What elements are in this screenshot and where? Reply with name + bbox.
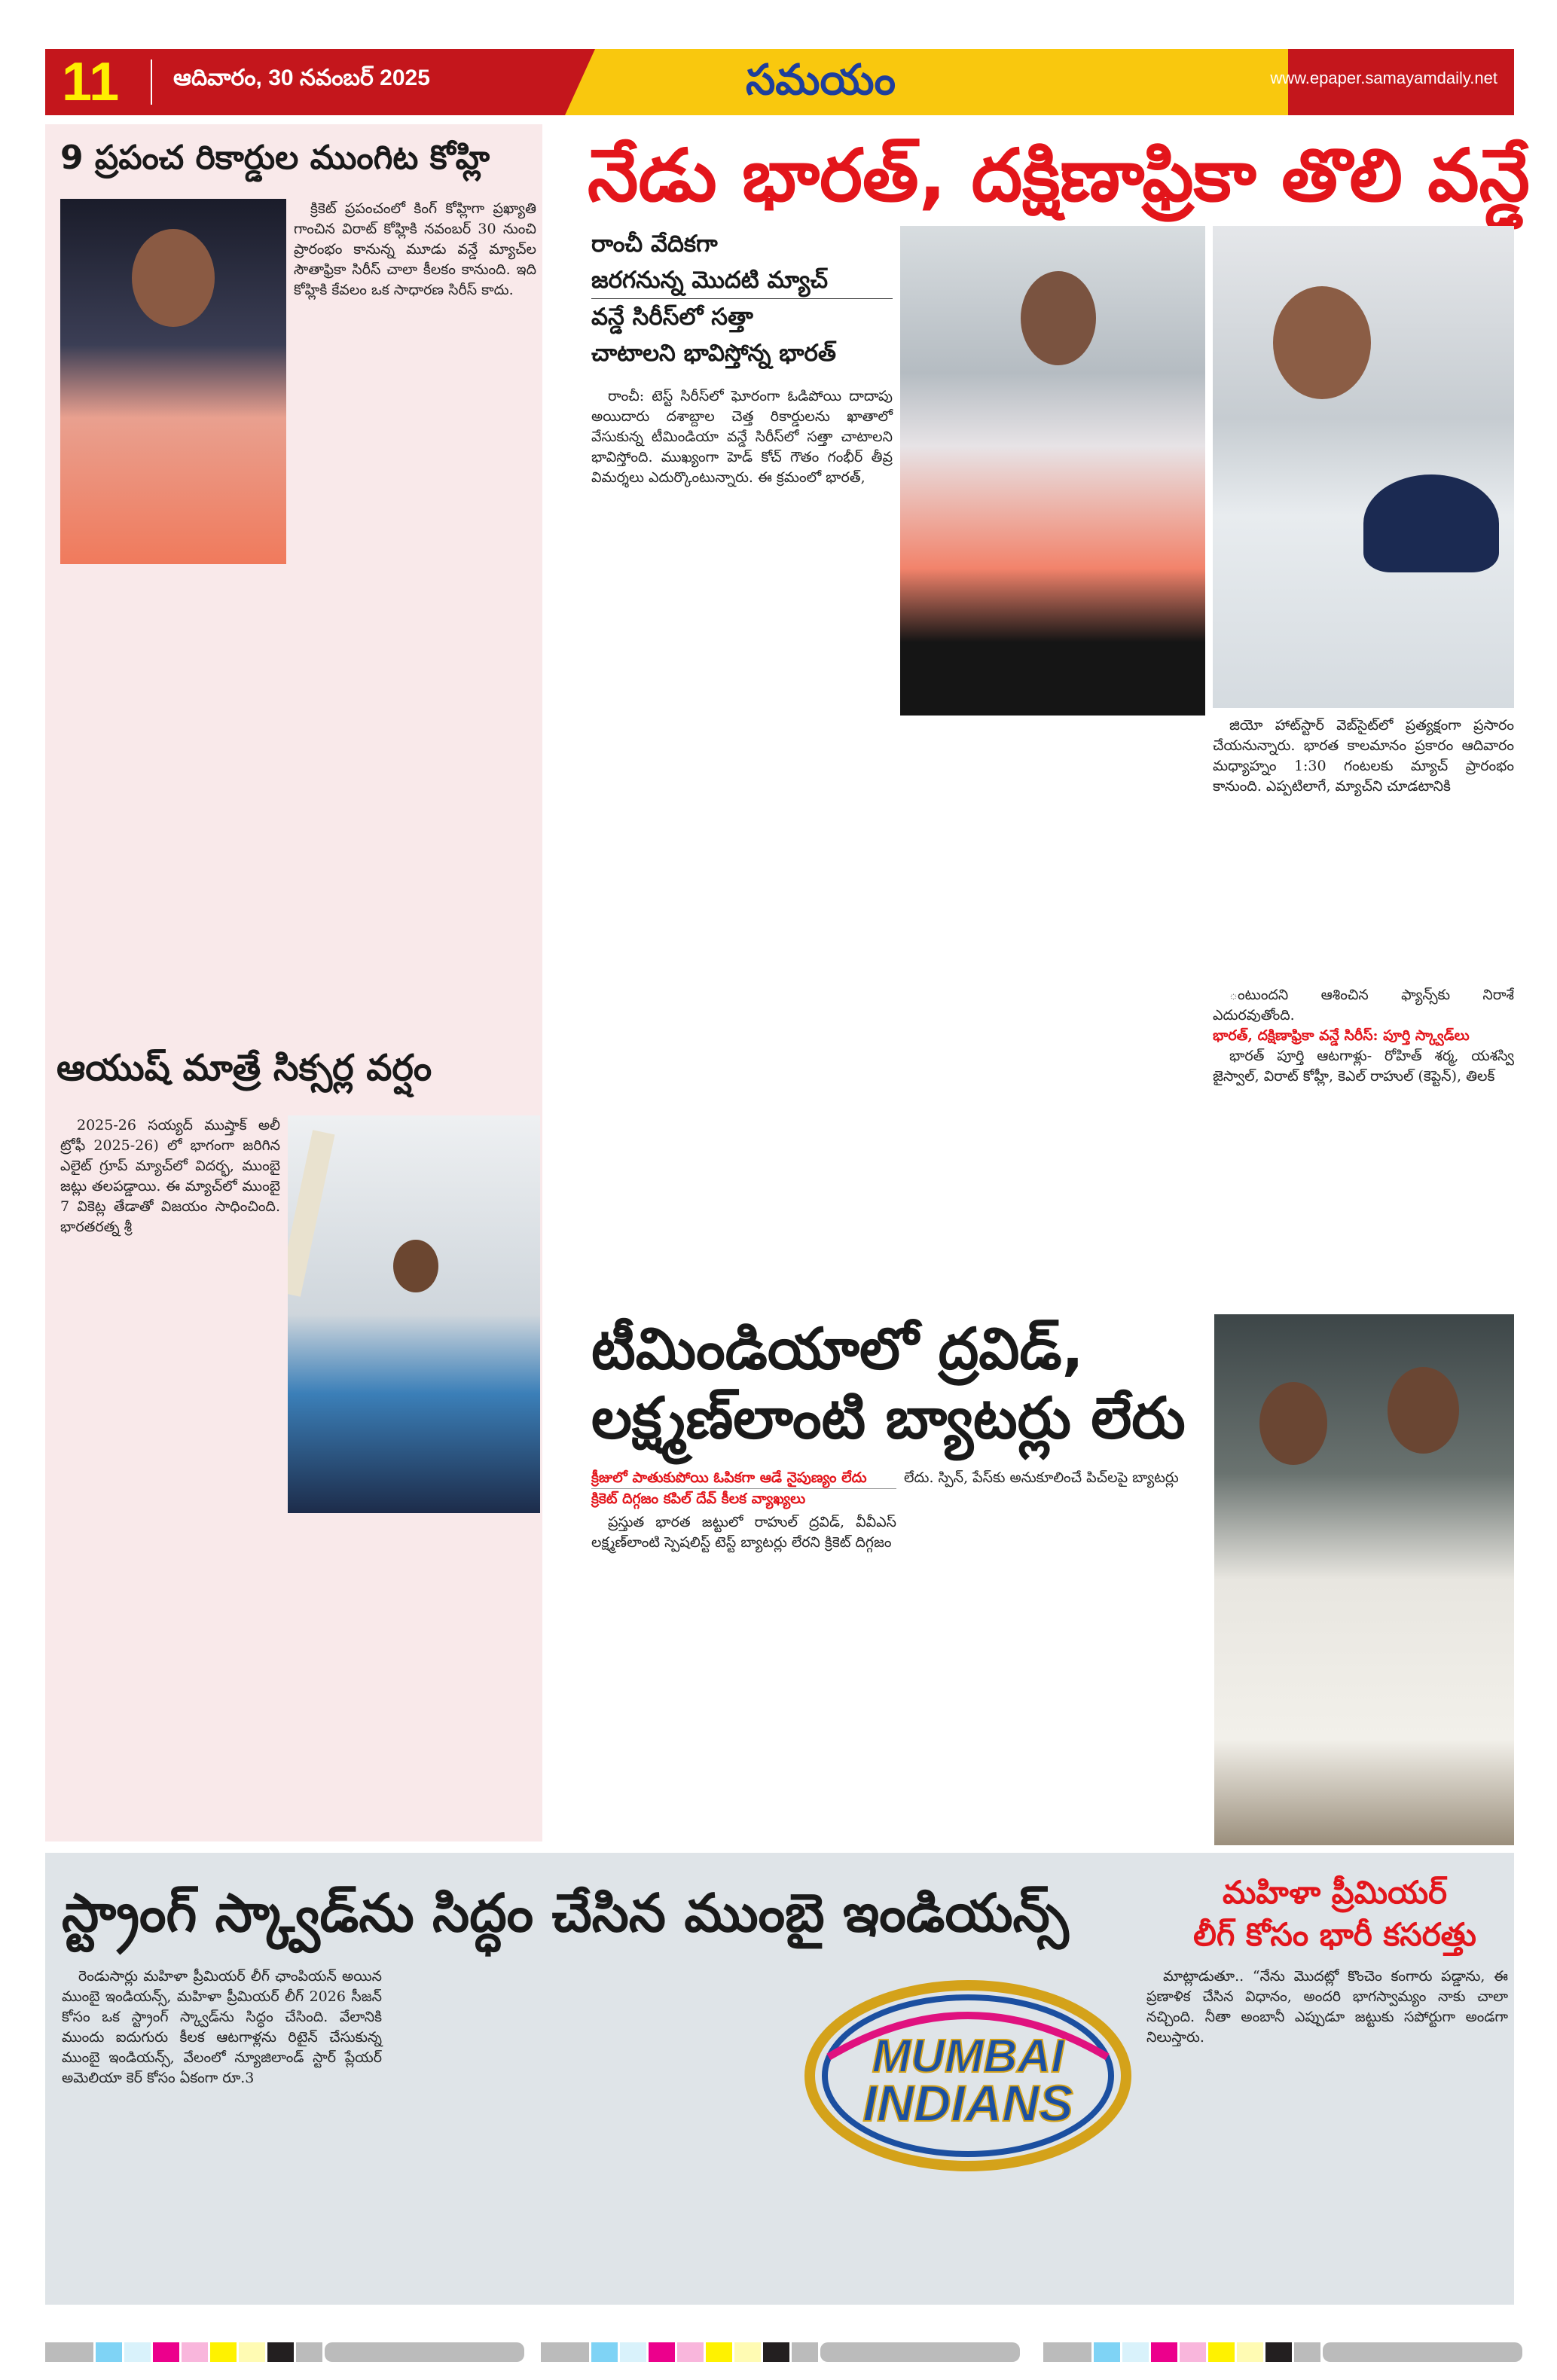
dravid-headline [591, 1314, 1205, 1453]
masthead-bar [45, 49, 1514, 115]
color-bar-swatch [677, 2342, 704, 2362]
lead-subhead [591, 226, 893, 371]
color-bar-swatch [1122, 2342, 1149, 2362]
color-bar-swatch [45, 2342, 93, 2362]
color-bar-swatch [706, 2342, 732, 2362]
subhead-line: మహిళా ప్రీమియర్ [1222, 1874, 1448, 1911]
color-bar-swatch [763, 2342, 789, 2362]
color-bar-swatch [296, 2342, 322, 2362]
newspaper-logo: సమయం [746, 56, 896, 103]
lead-headline: నేడు భారత్, దక్షిణాఫ్రికా తొలి వన్డే [588, 133, 1530, 218]
color-bar-swatch [182, 2342, 208, 2362]
ayush-article-body: 2025-26 సయ్యద్ ముష్తాక్ అలీ ట్రోఫీ 2025-26) లో భాగంగా జరిగిన ఎలైట్ గ్రూప్ మ్యాచ్‌లో విదర్భ, ముంబై జట్లు తలపడ్డాయి. ఈ మ్యాచ్‌లో ముంబై 7 వికెట్ల తేడాతో విజయం సాధించింది. భారతరత్న శ్రీ [60, 1117, 280, 1235]
mi-article [62, 1872, 1508, 2185]
squads-heading: భారత్, దక్షిణాఫ్రికా వన్డే సిరీస్: పూర్తి స్క్వాడ్‌లు [1213, 1027, 1470, 1044]
color-bar-swatch [210, 2342, 237, 2362]
color-bar-swatch [1180, 2342, 1206, 2362]
masthead-yellow-band [565, 49, 1288, 115]
color-bar-swatch [649, 2342, 675, 2362]
issue-date: ఆదివారం, 30 నవంబర్ 2025 [173, 66, 430, 90]
color-bar-swatch [1237, 2342, 1263, 2362]
color-bar-swatch [1208, 2342, 1235, 2362]
mi-headline: స్ట్రాంగ్ స్క్వాడ్‌ను సిద్ధం చేసిన ముంబై ఇండియన్స్ [62, 1882, 1069, 1944]
color-bar-swatch [267, 2342, 294, 2362]
epaper-url[interactable]: www.epaper.samayamdaily.net [1270, 69, 1497, 87]
dravid-article [591, 1314, 1205, 1553]
color-bar-swatch [1151, 2342, 1177, 2362]
ayush-headline: ఆయుష్ మాత్రే సిక్సర్ల వర్షం [56, 1047, 432, 1089]
subhead-line: జరగనున్న మొదటి మ్యాచ్ [591, 262, 893, 299]
lead-article [588, 127, 1530, 1087]
color-bar-swatch [734, 2342, 761, 2362]
logo-text: INDIANS [862, 2075, 1073, 2132]
dravid-article-body: ప్రస్తుత భారత జట్టులో రాహుల్ ద్రవిడ్, వీవీఎస్ లక్ష్మణ్‌లాంటి స్పెషలిస్ట్ టెస్ట్ బ్యాటర్లు లేరని క్రికెట్ దిగ్గజం [591, 1514, 896, 1551]
dravid-laxman-photo [1214, 1314, 1514, 1845]
kohli-article-body: క్రికెట్ ప్రపంచంలో కింగ్ కోహ్లిగా ప్రఖ్యాతి గాంచిన విరాట్ కోహ్లికి నవంబర్ 30 నుంచి ప్రారంభం కానున్న మూడు వన్డే మ్యాచ్‌ల సౌతాఫ్రికా సిరీస్ చాలా కీలకం కానుంది. ఇది కోహ్లికి కేవలం ఒక సాధారణ సిరీస్ కాదు. [294, 200, 536, 298]
mumbai-indians-logo-icon [798, 1967, 1137, 2185]
subhead-line: క్రికెట్ దిగ్గజం కపిల్ దేవ్ కీలక వ్యాఖ్యలు [591, 1491, 806, 1507]
kohli-photo [60, 199, 286, 564]
color-bar-swatch [1265, 2342, 1292, 2362]
mi-subhead [1162, 1872, 1508, 1956]
color-bar-swatch [541, 2342, 589, 2362]
divider [151, 60, 152, 105]
kohli-headline: 9 ప్రపంచ రికార్డుల ముంగిట కోహ్లి [60, 139, 490, 177]
dravid-subhead [591, 1468, 896, 1509]
subhead-line: క్రీజులో పాతుకుపోయి ఓపికగా ఆడే నైపుణ్యం లేదు [591, 1468, 896, 1489]
color-bar-swatch [124, 2342, 151, 2362]
color-bar-swatch [153, 2342, 179, 2362]
color-bar-swatch [1294, 2342, 1320, 2362]
color-bar-swatch [1043, 2342, 1091, 2362]
kl-rahul-photo [900, 226, 1205, 716]
lead-article-body: రాంచీ: టెస్ట్ సిరీస్‌లో ఘోరంగా ఓడిపోయి దాదాపు అయిదారు దశాబ్దాల చెత్త రికార్డులను ఖాతాలో వేసుకున్న టీమిండియా వన్డే సిరీస్‌లో సత్తా చాటాలని భావిస్తోంది. ముఖ్యంగా హెడ్ కోచ్ గౌతం గంభీర్ తీవ్ర విమర్శలు ఎదుర్కొంటున్నారు. ఈ క్రమంలో భారత్, [591, 388, 893, 486]
subhead-line: రాంచీ వేదికగా [591, 230, 718, 258]
color-bar-swatch [325, 2342, 524, 2362]
rohit-sharma-photo [1213, 226, 1514, 708]
color-bar-swatch [820, 2342, 1020, 2362]
squads-body: భారత్ పూర్తి ఆటగాళ్లు- రోహిత్ శర్మ, యశస్వి జైస్వాల్, విరాట్ కోహ్లీ, కెఎల్ రాహుల్ (కెప్టెన్), తిలక్ [1213, 1048, 1514, 1085]
mi-article-right-column: మాట్లాడుతూ.. “నేను మొదట్లో కొంచెం కంగారు పడ్డాను, ఈ ప్రణాళిక చేసిన విధానం, అందరి భాగస్వామ్యం నాకు చాలా నచ్చింది. నీతా అంబానీ ఎప్పుడూ జట్టుకు సపోర్టుగా అండగా నిలుస్తారు. [1146, 1968, 1508, 2046]
page-number: 11 [62, 52, 120, 112]
ayush-article [56, 1043, 540, 1513]
mumbai-indians-logo [798, 1967, 1137, 2185]
subhead-line: వన్డే సిరీస్‌లో సత్తా [591, 304, 753, 331]
ayush-photo [288, 1115, 540, 1513]
color-bar-swatch [1094, 2342, 1120, 2362]
color-bar-swatch [239, 2342, 265, 2362]
lead-article-right-column: జియో హాట్‌స్టార్ వెబ్‌సైట్‌లో ప్రత్యక్షంగా ప్రసారం చేయనున్నారు. భారత కాలమానం ప్రకారం ఆదివారం మధ్యాహ్నం 1:30 గంటలకు మ్యాచ్ ప్రారంభం కానుంది. ఎప్పటిలాగే, మ్యాచ్‌ని చూడటానికి ంటుందని ఆశించిన ఫ్యాన్స్‌కు నిరాశే ఎదురవుతోంది. భారత్, దక్షిణాఫ్రికా వన్డే సిరీస్: పూర్తి స్క్వాడ్‌లు భారత్ పూర్తి ఆటగాళ్లు- రోహిత్ శర్మ, యశస్వి జైస్వాల్, విరాట్ కోహ్లీ, కెఎల్ రాహుల్ (కెప్టెన్), తిలక్ [1213, 716, 1514, 1087]
subhead-line: చాటాలని భావిస్తోన్న భారత్ [591, 340, 837, 367]
kohli-article [60, 136, 536, 564]
color-bar-swatch [96, 2342, 122, 2362]
dravid-article-body-col2: లేదు. స్పిన్, పేస్‌కు అనుకూలించే పిచ్‌లపై బ్యాటర్లు [904, 1469, 1179, 1486]
headline-line: లక్ష్మణ్‌లాంటి బ్యాటర్లు లేరు [591, 1384, 1186, 1451]
color-bar-swatch [591, 2342, 618, 2362]
headline-line: టీమిండియాలో ద్రవిడ్, [591, 1315, 1084, 1382]
color-bar-swatch [1323, 2342, 1522, 2362]
color-bar-swatch [620, 2342, 646, 2362]
subhead-line: లీగ్ కోసం భారీ కసరత్తు [1193, 1916, 1476, 1953]
print-color-bars [0, 2342, 1557, 2362]
color-bar-swatch [792, 2342, 818, 2362]
mi-article-body: రెండుసార్లు మహిళా ప్రీమియర్ లీగ్ ఛాంపియన్ అయిన ముంబై ఇండియన్స్, మహిళా ప్రీమియర్ లీగ్ 2026 సీజన్ కోసం ఒక స్ట్రాంగ్ స్క్వాడ్‌ను సిద్ధం చేసింది. వేలానికి ముందు ఐదుగురు కీలక ఆటగాళ్లను రిటైన్ చేసుకున్న ముంబై ఇండియన్స్, వేలంలో న్యూజిలాండ్ స్టార్ ప్లేయర్ అమెలియా కెర్ కోసం ఏకంగా రూ.3 [62, 1968, 382, 2086]
logo-text: MUMBAI [872, 2031, 1064, 2082]
